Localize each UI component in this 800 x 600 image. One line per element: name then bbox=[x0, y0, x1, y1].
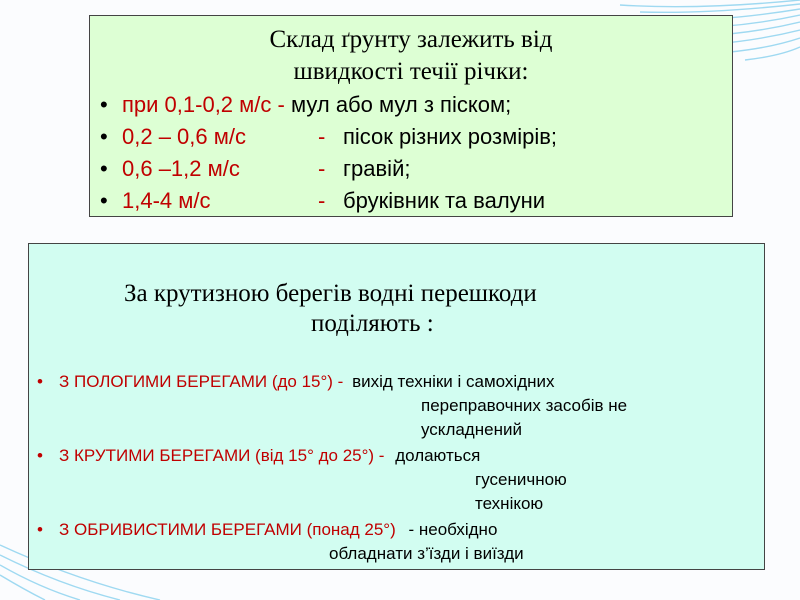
dash: - bbox=[277, 92, 285, 117]
dash: - bbox=[318, 124, 326, 149]
bank-description-cont: технікою bbox=[475, 494, 544, 513]
bank-description-cont: обладнати з’їзди і виїзди bbox=[329, 544, 524, 563]
bullet-icon: • bbox=[37, 520, 43, 539]
bullet-icon: • bbox=[100, 92, 108, 117]
bullet-icon: • bbox=[100, 188, 108, 213]
soil-type: пісок різних розмірів; bbox=[343, 124, 558, 149]
soil-composition-box bbox=[89, 15, 733, 217]
bank-description-cont: переправочних засобів не bbox=[421, 396, 628, 415]
list-item bbox=[37, 520, 497, 540]
soil-type: мул або мул з піском; bbox=[290, 92, 512, 117]
bank-type: З ПОЛОГИМИ БЕРЕГАМИ (до 15°) - bbox=[59, 372, 344, 391]
box1-title-line1: Склад ґрунту залежить від bbox=[269, 26, 553, 53]
list-item bbox=[100, 92, 511, 118]
bank-description: вихід техніки і самохідних bbox=[352, 372, 555, 391]
soil-type: гравій; bbox=[343, 156, 411, 181]
bank-type: З КРУТИМИ БЕРЕГАМИ (від 15° до 25°) - bbox=[59, 446, 385, 465]
speed-range: 1,4-4 м/с bbox=[122, 188, 211, 213]
dash: - bbox=[318, 156, 326, 181]
bank-description: - необхідно bbox=[408, 520, 498, 539]
speed-range: 0,2 – 0,6 м/с bbox=[122, 124, 246, 149]
riverbank-steepness-box bbox=[28, 243, 765, 570]
list-item bbox=[37, 372, 555, 392]
speed-range: при 0,1-0,2 м/с bbox=[122, 92, 272, 117]
bullet-icon: • bbox=[100, 124, 108, 149]
speed-range: 0,6 –1,2 м/с bbox=[122, 156, 240, 181]
box1-title-line2: швидкості течії річки: bbox=[293, 58, 529, 85]
list-item bbox=[37, 446, 480, 466]
bank-description: долаються bbox=[395, 446, 481, 465]
list-item bbox=[100, 124, 720, 150]
dash: - bbox=[318, 188, 326, 213]
bullet-icon: • bbox=[37, 372, 43, 391]
bullet-icon: • bbox=[37, 446, 43, 465]
list-item bbox=[100, 188, 720, 214]
box2-title-line1: За крутизною берегів водні перешкоди bbox=[124, 280, 537, 307]
box2-title-line2: поділяють : bbox=[311, 310, 434, 337]
bank-description-cont: ускладнений bbox=[421, 420, 522, 439]
list-item bbox=[100, 156, 720, 182]
bank-description-cont: гусеничною bbox=[475, 470, 567, 489]
soil-type: бруківник та валуни bbox=[343, 188, 546, 213]
bank-type: З ОБРИВИСТИМИ БЕРЕГАМИ (понад 25°) bbox=[59, 520, 396, 539]
bullet-icon: • bbox=[100, 156, 108, 181]
